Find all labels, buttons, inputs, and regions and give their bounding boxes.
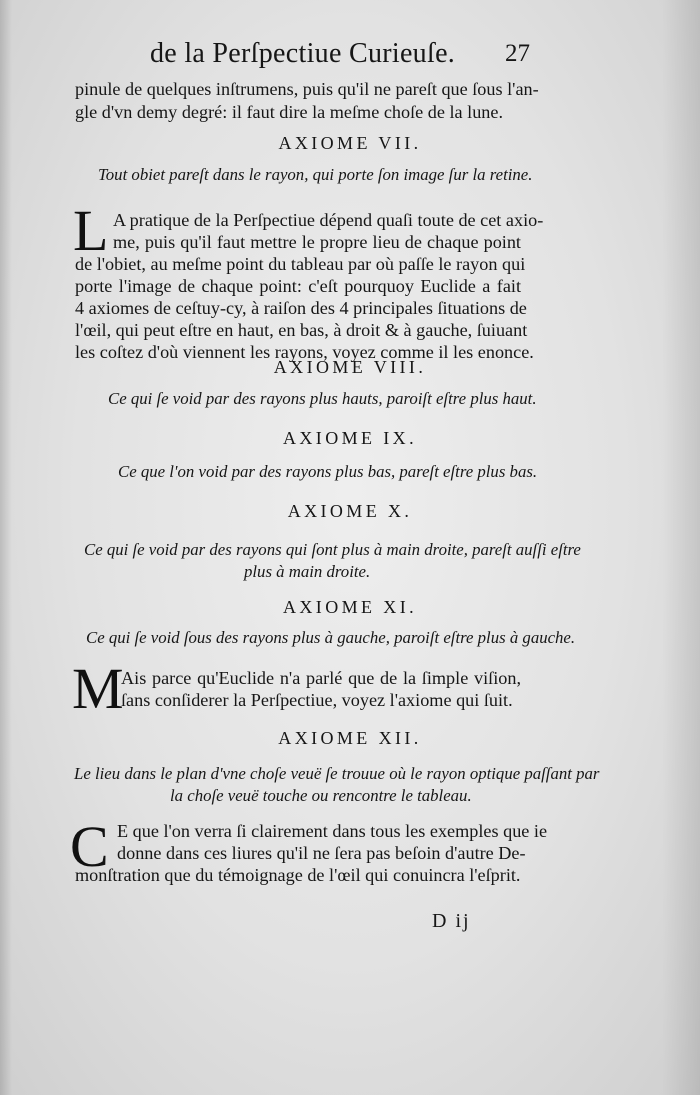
text-line: ſans conſiderer la Perſpectiue, voyez l'axiome qui ſuit. [121, 690, 513, 710]
text-line: me, puis qu'il faut mettre le propre lieu de chaque point [113, 232, 521, 252]
text-line: Ais parce qu'Euclide n'a parlé que de la ſimple viſion, [121, 668, 521, 688]
axiom-statement: Le lieu dans le plan d'vne choſe veuë ſe trouue où le rayon optique paſſant par [74, 764, 600, 783]
signature-mark: D ij [432, 910, 471, 932]
running-head: de la Perſpectiue Curieuſe. [150, 38, 456, 69]
text-line: de l'obiet, au meſme point du tableau par où paſſe le rayon qui [75, 254, 526, 274]
text-line: gle d'vn demy degré: il faut dire la meſme choſe de la lune. [75, 102, 504, 122]
drop-cap: C [70, 814, 109, 879]
text-line: 4 axiomes de ceſtuy-cy, à raiſon des 4 principales ſituations de [75, 298, 527, 318]
axiom-statement: Ce qui ſe void ſous des rayons plus à gauche, paroiſt eſtre plus à gauche. [86, 628, 576, 647]
axiom-statement: Ce qui ſe void par des rayons plus hauts, paroiſt eſtre plus haut. [108, 389, 537, 408]
axiom-heading: AXIOME X. [287, 501, 413, 521]
text-line: monſtration que du témoignage de l'œil qui conuincra l'eſprit. [75, 865, 521, 885]
axiom-statement: la choſe veuë touche ou rencontre le tableau. [170, 786, 472, 805]
axiom-heading: AXIOME XI. [283, 597, 417, 617]
text-line: l'œil, qui peut eſtre en haut, en bas, à droit & à gauche, ſuiuant [75, 320, 528, 340]
axiom-statement: Ce que l'on void par des rayons plus bas, pareſt eſtre plus bas. [118, 462, 538, 481]
page-gutter-shadow [0, 0, 12, 1095]
axiom-heading: AXIOME IX. [283, 428, 417, 448]
page-edge-shadow [662, 0, 700, 1095]
drop-cap: M [72, 656, 124, 721]
text-line: porte l'image de chaque point: c'eſt pourquoy Euclide a fait [75, 276, 521, 296]
text-line: E que l'on verra ſi clairement dans tous les exemples que ie [117, 821, 548, 841]
text-line: pinule de quelques inſtrumens, puis qu'il ne pareſt que ſous l'an- [75, 79, 539, 99]
drop-cap: L [73, 198, 109, 263]
axiom-statement: plus à main droite. [244, 562, 371, 581]
axiom-heading: AXIOME VII. [278, 133, 422, 153]
text-line: les coſtez d'où viennent les rayons, voyez comme il les enonce. [75, 342, 534, 362]
text-line: A pratique de la Perſpectiue dépend quaſi toute de cet axio- [113, 210, 544, 230]
axiom-statement: Ce qui ſe void par des rayons qui ſont plus à main droite, pareſt auſſi eſtre [84, 540, 581, 559]
axiom-heading: AXIOME XII. [278, 728, 422, 748]
page-number: 27 [505, 40, 530, 67]
axiom-statement: Tout obiet pareſt dans le rayon, qui porte ſon image ſur la retine. [98, 165, 533, 184]
text-line: donne dans ces liures qu'il ne ſera pas beſoin d'autre De- [117, 843, 526, 863]
axiom-heading: AXIOME VIII. [273, 357, 427, 377]
